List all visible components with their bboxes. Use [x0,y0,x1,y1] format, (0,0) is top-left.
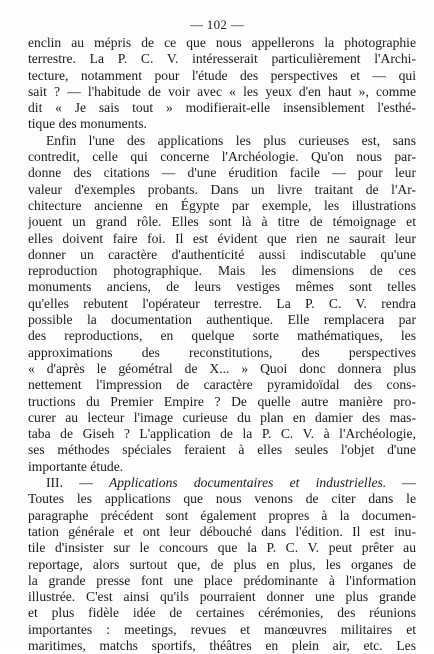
text-line: contredit, celle qui concerne l'Archéologie. Qu'on nous par- [28,149,416,165]
text-line: des reproductions, en quelque sorte mathématiques, les [28,328,416,344]
paragraph-2 [28,133,416,475]
text-line: donne des citations — d'une érudition facile — pour leur [28,165,416,181]
text-line: possible la documentation authentique. Elle remplacera par [28,312,416,328]
text-line: la grande presse font une place prédominante à l'information [28,572,416,588]
text-line: reportage, alors surtout que, de plus en plus, les organes de [28,556,416,572]
text-line: terrestre. La P. C. V. intéresserait particulièrement l'Archi- [28,51,416,67]
text-line: qu'elles rebutent l'opérateur terrestre. La P. C. V. rendra [28,295,416,311]
section-title: Applications documentaires et industrielles. [108,475,387,491]
text-line: enclin au mépris de ce que nous appellerons la photographie [28,35,416,50]
text-line: tique des monuments. [28,116,147,132]
section-heading-line [28,475,416,491]
text-line: jouent un grand rôle. Elles sont là à titre de témoignage et [28,214,416,230]
text-line: elles doivent faire foi. Il est évident que rien ne saurait leur [28,230,416,246]
text-line: chitecture ancienne en Égypte par exemple, les illustrations [28,197,416,213]
text-line: reproduction photographique. Mais les dimensions de ces [28,263,416,279]
text-line: taba de Giseh ? L'application de la P. C. V. à l'Archéologie, [28,426,416,442]
text-line: tecture, notamment pour l'étude des perspectives et — qui [28,67,416,83]
text-line: donner un caractère d'authenticité aussi indiscutable qu'une [28,246,416,262]
page-number: — 102 — [189,17,245,32]
paragraph-1 [28,35,416,133]
text-line: dit « Je sais tout » modifierait-elle insensiblement l'esthé- [28,100,416,116]
section-number: III. — [46,475,109,491]
text-line: maritimes, matchs sportifs, théâtres en plein air, etc. Les [28,637,416,653]
section-dash: — [386,475,416,491]
text-line: « d'après le géométral de X... » Quoi donc donnera plus [28,360,416,376]
text-line: paragraphe précédent sont également propres à la documen- [28,507,416,523]
text-line: Enfin l'une des applications les plus curieuses est, sans [46,132,416,148]
text-line: valeur d'exemples probants. Dans un livre traitant de l'Ar- [28,181,416,197]
text-line: tile d'insister sur le concours que la P. C. V. peut prêter au [28,540,416,556]
text-line: ses méthodes spéciales feraient à elles seules l'objet d'une [28,442,416,458]
text-line: importante étude. [28,458,124,474]
text-line: approximations des reconstitutions, des perspectives [28,344,416,360]
text-line: tation générale et ont leur débouché dans l'édition. Il est inu- [28,523,416,539]
text-line: tructions du Premier Empire ? De quelle autre manière pro- [28,393,416,409]
text-line: Toutes les applications que nous venons de citer dans le [28,491,416,507]
paragraph-3 [28,475,416,654]
text-line: nettement l'impression de caractère pyramidoïdal des cons- [28,377,416,393]
body-text [28,35,416,654]
text-line: sait ? — l'habitude de voir avec « les yeux d'en haut », comme [28,83,416,99]
text-line: illustrée. C'est ainsi qu'ils pourraient donner une plus grande [28,589,416,605]
text-line: monuments anciens, de leurs vestiges mêmes sont telles [28,279,416,295]
text-line: curer au lecteur l'image curieuse du plan en damier des mas- [28,409,416,425]
text-line: importantes : meetings, revues et manœuvres militaires et [28,621,416,637]
text-line: et plus fidèle idée de certaines cérémonies, des réunions [28,605,416,621]
